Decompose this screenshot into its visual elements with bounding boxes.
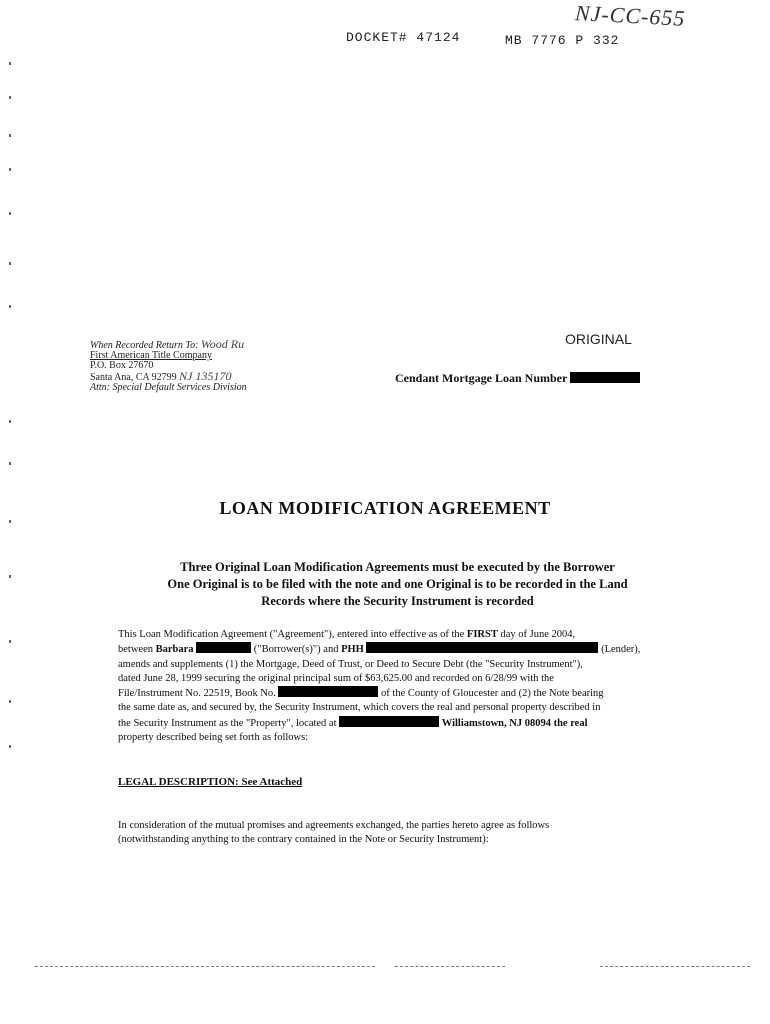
instruction-line: One Original is to be filed with the note and one Original is to be recorded in the Land	[167, 577, 628, 591]
body-text: (Lender),	[601, 644, 641, 656]
po-box: P.O. Box 27670	[90, 360, 154, 371]
city-state-zip: Santa Ana, CA 92799	[90, 372, 177, 383]
body-text: property described being set forth as follows:	[118, 732, 309, 744]
body-text: (notwithstanding anything to the contrary contained in the Note or Security Instrument):	[118, 834, 489, 845]
scan-line	[35, 966, 375, 967]
body-text: of the County of Gloucester and (2) the Note bearing	[381, 688, 604, 700]
body-text: amends and supplements (1) the Mortgage, Deed of Trust, or Deed to Secure Debt (the "Security Instrument"),	[118, 658, 583, 670]
instruction-line: Three Original Loan Modification Agreements must be executed by the Borrower	[180, 560, 615, 574]
effective-day: FIRST	[466, 629, 498, 640]
handwritten-reference: NJ-CC-655	[574, 0, 687, 31]
loan-number-line	[395, 371, 640, 386]
body-text: day of June 2004,	[500, 629, 576, 640]
body-text: dated June 28, 1999 securing the original principal sum of $63,625.00 and recorded on 6/28/99 with the	[118, 672, 554, 684]
scan-line	[395, 966, 505, 967]
redacted-book-number	[278, 686, 378, 697]
body-text: the Security Instrument as the "Property", located at	[118, 717, 337, 729]
body-text: In consideration of the mutual promises and agreements exchanged, the parties hereto agree as follows	[118, 820, 550, 831]
lender-name: PHH	[341, 644, 364, 656]
attention-line: Attn: Special Default Services Division	[90, 382, 247, 393]
handwritten-note: Wood Ru	[200, 337, 245, 351]
redacted-lender-name	[366, 642, 598, 653]
legal-description-heading: LEGAL DESCRIPTION: See Attached	[118, 776, 303, 788]
instruction-line: Records where the Security Instrument is recorded	[261, 594, 534, 608]
mb-page-stamp: MB 7776 P 332	[505, 33, 620, 48]
execution-instructions	[125, 559, 670, 610]
loan-number-label: Cendant Mortgage Loan Number	[395, 371, 568, 385]
body-text: between	[118, 644, 153, 656]
redacted-borrower-surname	[196, 642, 251, 653]
city-zip: Williamstown, NJ 08094 the real	[441, 717, 588, 729]
redacted-loan-number	[570, 372, 640, 383]
title-company-name: First American Title Company	[90, 350, 212, 361]
handwritten-file-number: NJ 135170	[179, 369, 232, 383]
original-label: ORIGINAL	[565, 331, 632, 347]
return-to-label: When Recorded Return To:	[90, 340, 199, 351]
consideration-paragraph	[118, 819, 658, 847]
body-text: the same date as, and secured by, the Security Instrument, which covers the real and personal property described in	[118, 702, 601, 714]
borrower-name: Barbara	[155, 644, 194, 656]
scan-line	[600, 966, 750, 967]
return-address-block	[90, 339, 247, 393]
docket-stamp: DOCKET# 47124	[346, 30, 461, 45]
body-text: This Loan Modification Agreement ("Agreement"), entered into effective as of the	[118, 629, 465, 640]
body-text: ("Borrower(s)") and	[253, 644, 339, 656]
body-text: File/Instrument No. 22519, Book No.	[118, 688, 276, 700]
document-title: LOAN MODIFICATION AGREEMENT	[219, 498, 551, 518]
agreement-paragraph	[118, 628, 678, 745]
redacted-street-address	[339, 716, 439, 727]
